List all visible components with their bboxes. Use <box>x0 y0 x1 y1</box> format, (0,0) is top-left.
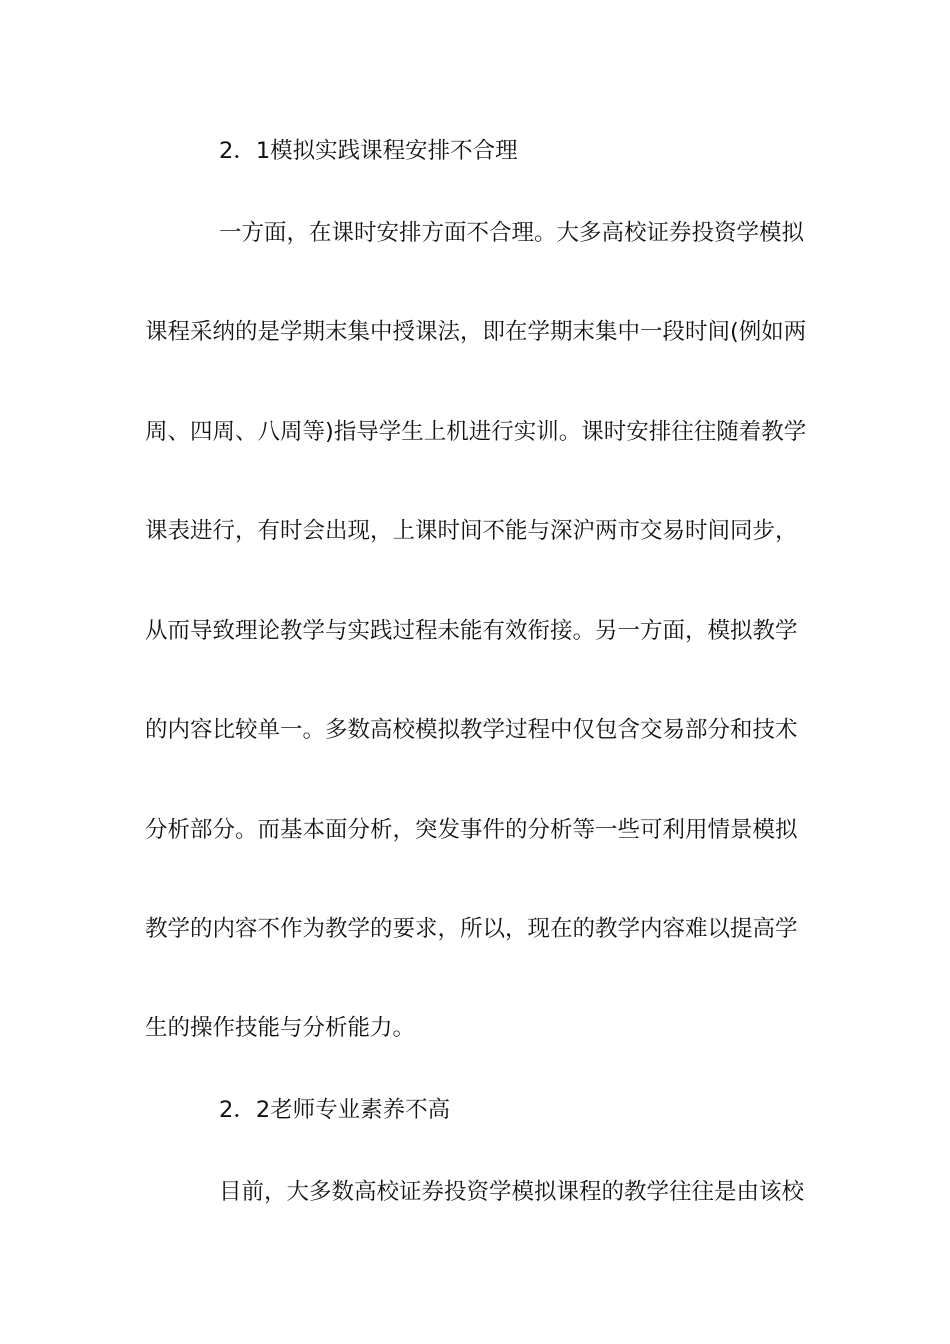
paragraph-line: 一方面，在课时安排方面不合理。大多高校证券投资学模拟 <box>219 220 805 246</box>
paragraph-line: 的内容比较单一。多数高校模拟教学过程中仅包含交易部分和技术 <box>145 717 798 743</box>
paragraph-line: 教学的内容不作为教学的要求，所以，现在的教学内容难以提高学 <box>145 916 798 942</box>
paragraph-line: 课表进行，有时会出现，上课时间不能与深沪两市交易时间同步， <box>145 518 798 544</box>
paragraph-line: 从而导致理论教学与实践过程未能有效衔接。另一方面，模拟教学 <box>145 618 798 644</box>
paragraph-line: 目前，大多数高校证券投资学模拟课程的教学往往是由该校 <box>219 1179 805 1205</box>
paragraph-line: 周、四周、八周等)指导学生上机进行实训。课时安排往往随着教学 <box>145 419 807 445</box>
paragraph-line: 分析部分。而基本面分析，突发事件的分析等一些可利用情景模拟 <box>145 817 798 843</box>
paragraph-line: 课程采纳的是学期末集中授课法，即在学期末集中一段时间(例如两 <box>145 319 807 345</box>
section-heading: 2．2老师专业素养不高 <box>219 1097 451 1123</box>
paragraph-line: 生的操作技能与分析能力。 <box>145 1015 416 1041</box>
section-heading: 2．1模拟实践课程安排不合理 <box>219 138 518 164</box>
